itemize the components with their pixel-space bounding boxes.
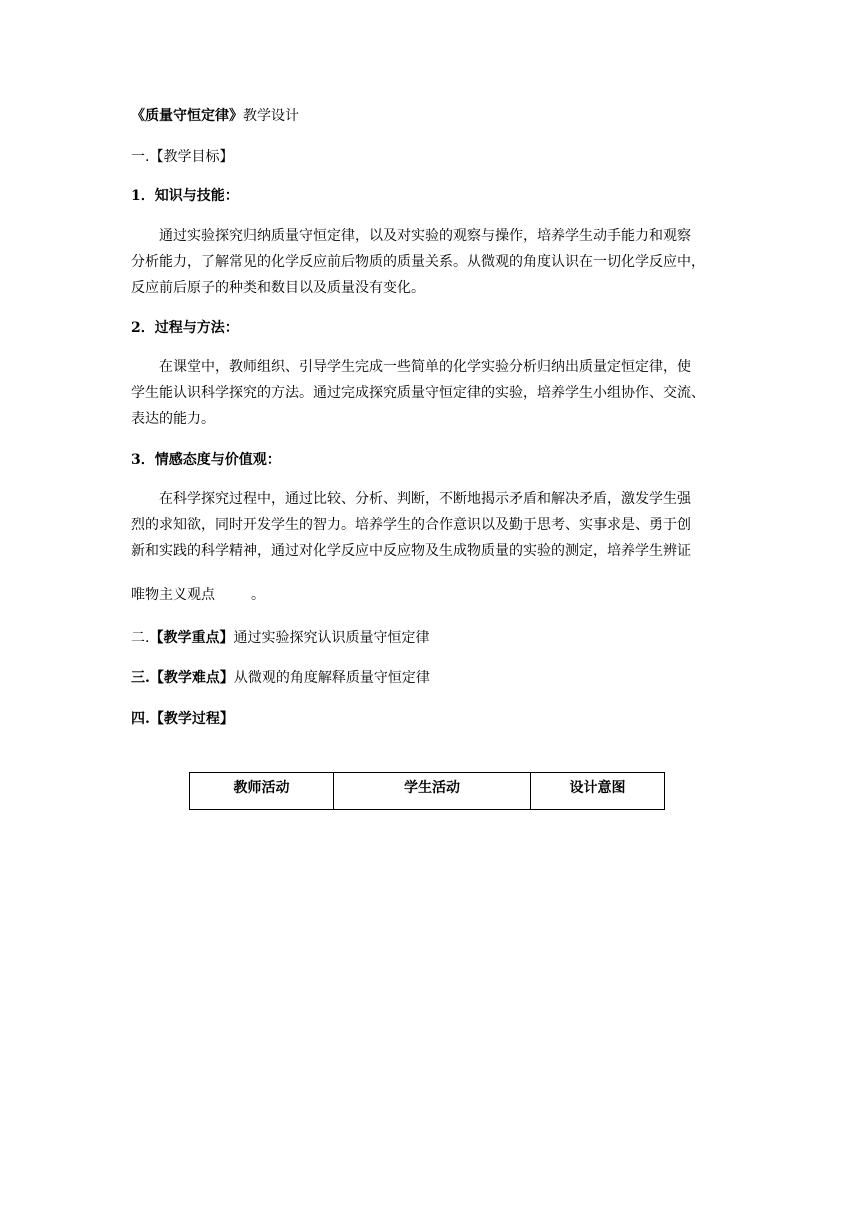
table-header-row bbox=[190, 773, 665, 810]
section-process-heading: 四.【教学过程】 bbox=[131, 711, 234, 727]
subheading-knowledge-skills: 1．知识与技能： bbox=[131, 188, 239, 204]
paragraph-line: 在课堂中，教师组织、引导学生完成一些简单的化学实验分析归纳出质量定恒定律，使 bbox=[159, 359, 691, 375]
subheading-attitudes-values: 3．情感态度与价值观： bbox=[131, 452, 281, 468]
teaching-process-table bbox=[189, 772, 665, 810]
header-student-activity: 学生活动 bbox=[334, 773, 531, 810]
document-title bbox=[131, 106, 299, 126]
paragraph-attitudes-values bbox=[131, 486, 731, 564]
header-design-intent: 设计意图 bbox=[531, 773, 665, 810]
paragraph-line: 分析能力，了解常见的化学反应前后物质的质量关系。从微观的角度认识在一切化学反应中， bbox=[131, 254, 705, 270]
title-rest: 教学设计 bbox=[243, 108, 299, 124]
paragraph-line: 表达的能力。 bbox=[131, 411, 215, 427]
section-key-points bbox=[131, 628, 429, 648]
paragraph-line: 反应前后原子的种类和数目以及质量没有变化。 bbox=[131, 280, 425, 296]
paragraph-process-methods bbox=[131, 354, 731, 432]
paragraph-line: 在科学探究过程中，通过比较、分析、判断，不断地揭示矛盾和解决矛盾，激发学生强 bbox=[159, 491, 691, 507]
paragraph-line: 烈的求知欲，同时开发学生的智力。培养学生的合作意识以及勤于思考、实事求是、勇于创 bbox=[131, 517, 691, 533]
paragraph-line: 通过实验探究归纳质量守恒定律，以及对实验的观察与操作，培养学生动手能力和观察 bbox=[159, 228, 691, 244]
section-key-points-prefix: 二. bbox=[131, 630, 150, 646]
title-bold: 《质量守恒定律》 bbox=[131, 108, 243, 124]
header-teacher-activity: 教师活动 bbox=[190, 773, 334, 810]
paragraph-line: 学生能认识科学探究的方法。通过完成探究质量守恒定律的实验，培养学生小组协作、交流、 bbox=[131, 385, 705, 401]
section-difficulties bbox=[131, 668, 430, 688]
section-objectives-heading: 一.【教学目标】 bbox=[131, 149, 234, 165]
tail-end: 。 bbox=[251, 587, 265, 603]
subheading-process-methods: 2．过程与方法： bbox=[131, 320, 239, 336]
section-key-points-text: 通过实验探究认识质量守恒定律 bbox=[233, 630, 430, 646]
section-key-points-label: 【教学重点】 bbox=[149, 630, 234, 646]
paragraph-line: 新和实践的科学精神，通过对化学反应中反应物及生成物质量的实验的测定，培养学生辨证 bbox=[131, 543, 691, 559]
tail-text: 唯物主义观点 bbox=[131, 587, 215, 603]
section-difficulties-text: 从微观的角度解释质量守恒定律 bbox=[233, 670, 430, 686]
section-difficulties-label: 三.【教学难点】 bbox=[131, 670, 234, 686]
paragraph-tail-line bbox=[131, 585, 265, 605]
paragraph-knowledge-skills bbox=[131, 223, 731, 301]
